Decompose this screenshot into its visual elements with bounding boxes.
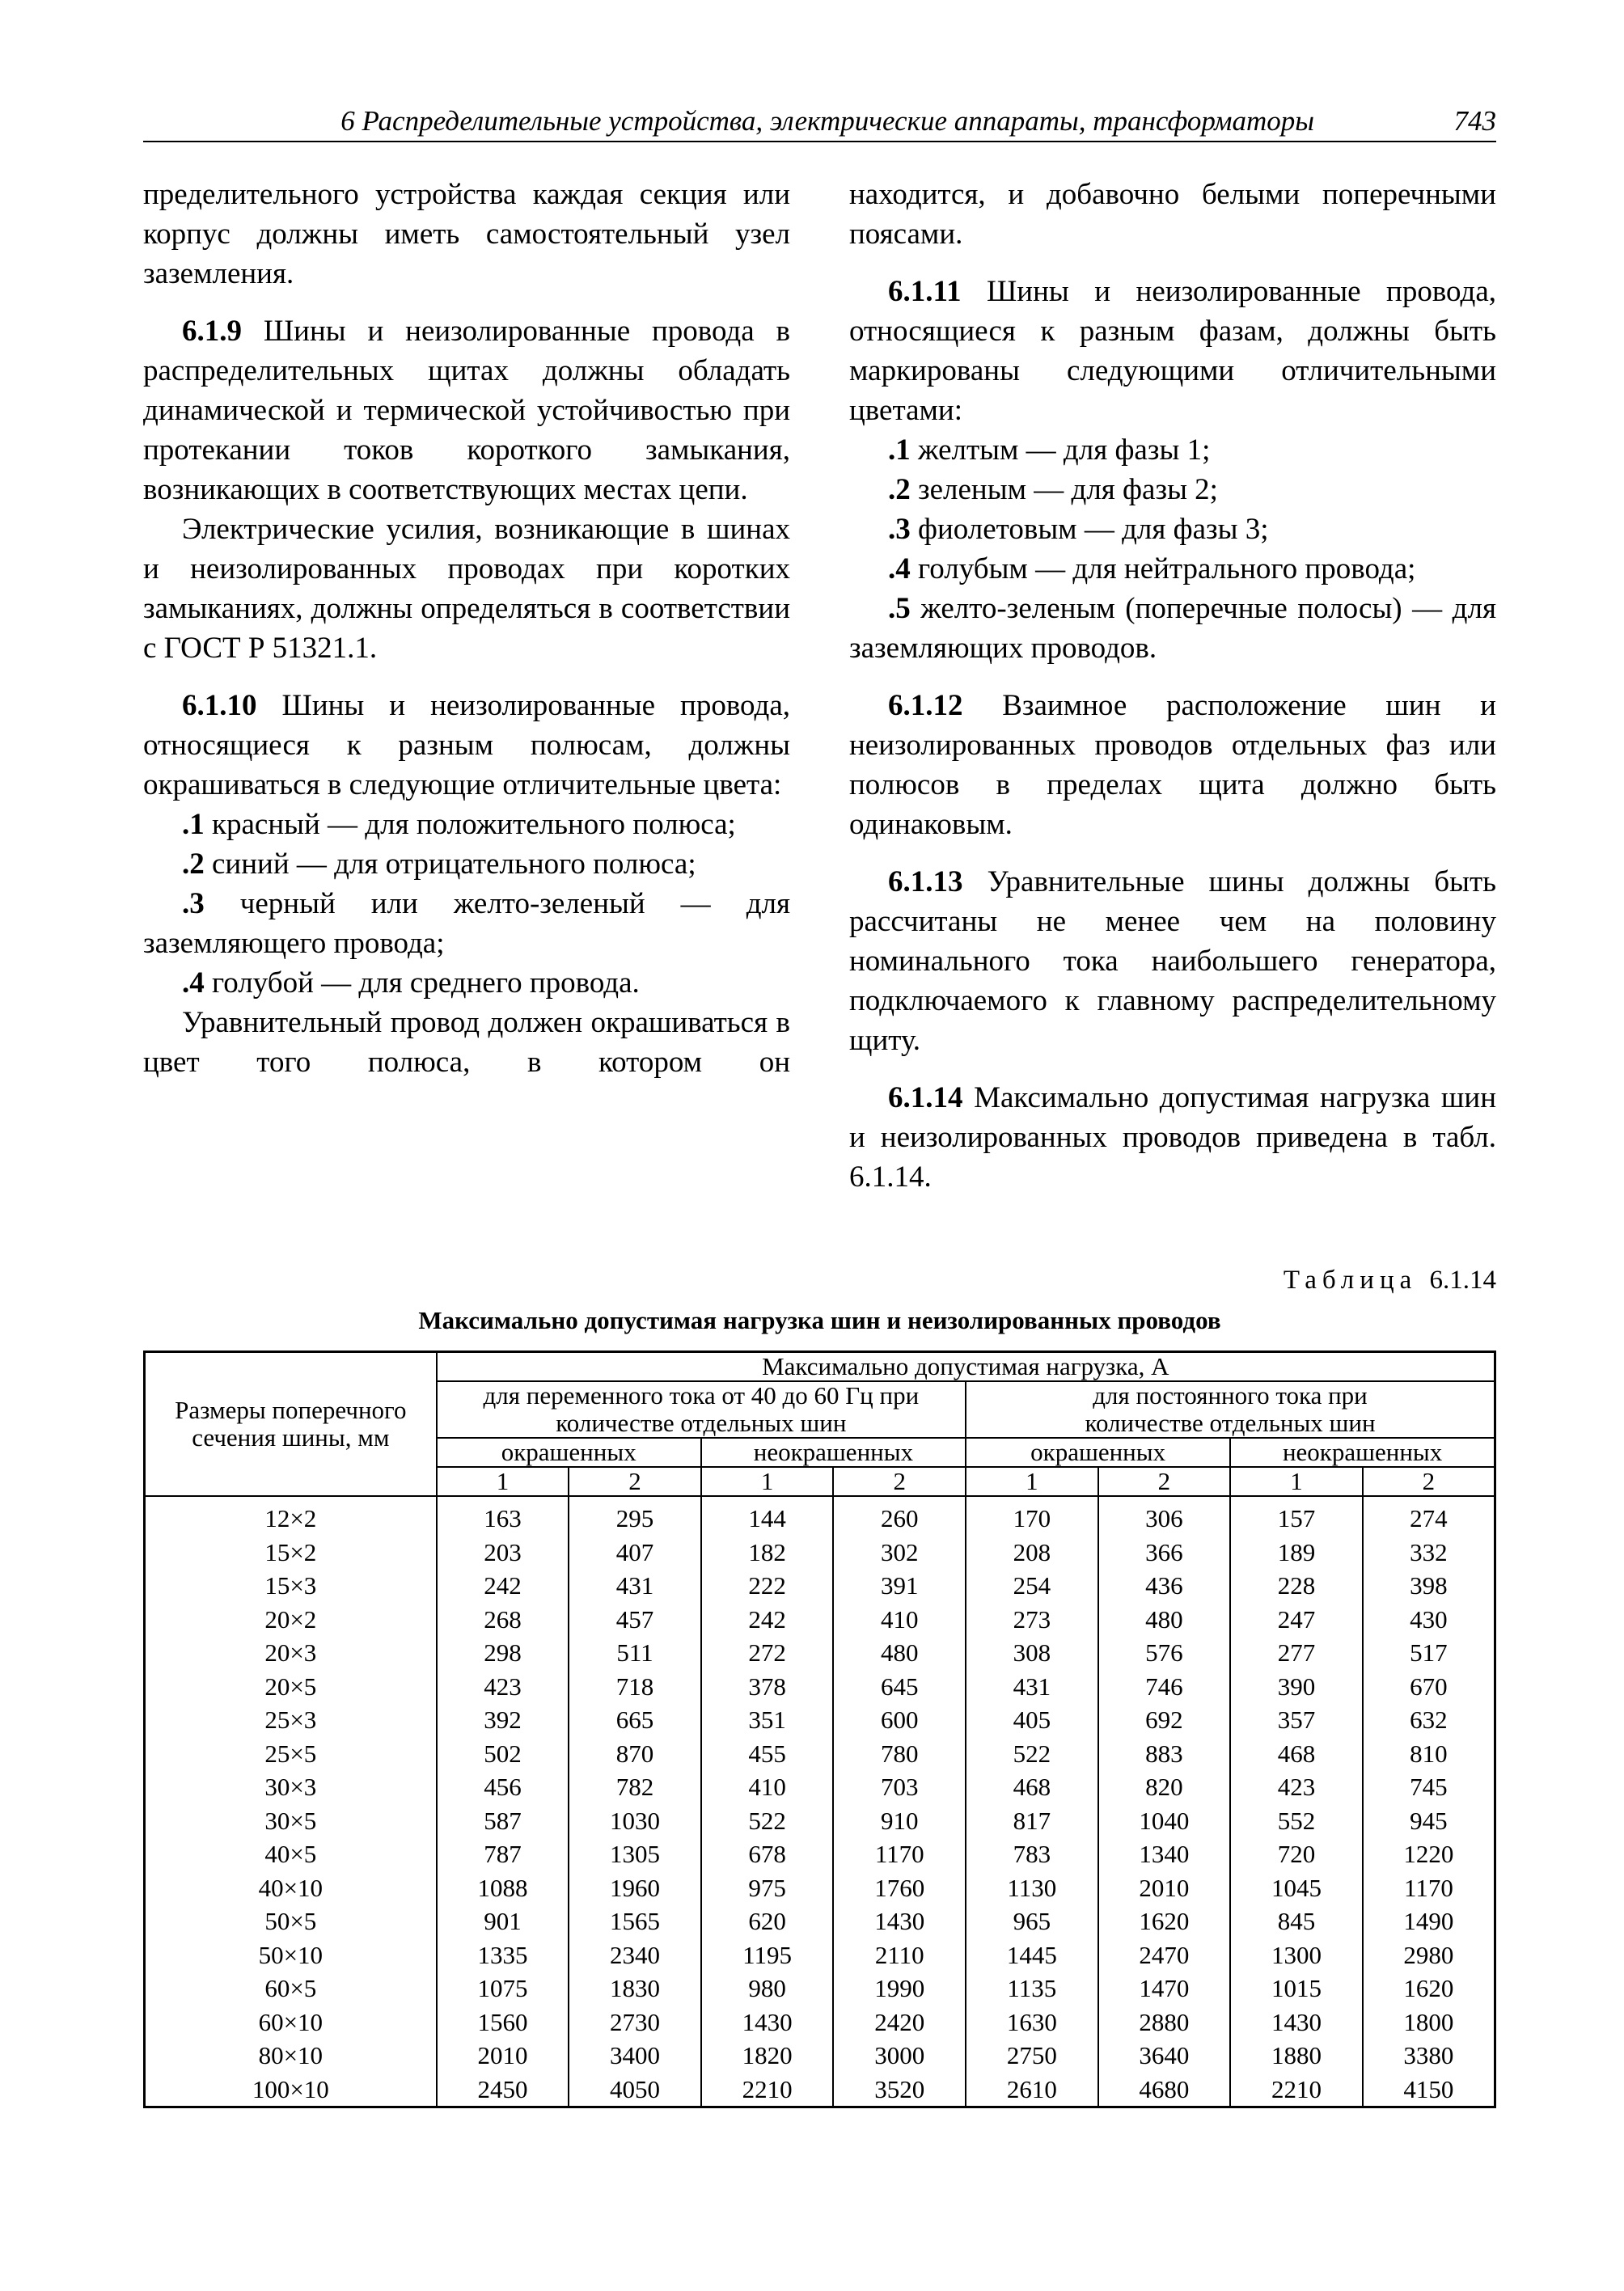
list-item [849, 589, 1496, 668]
cell-load: 357 [1230, 1703, 1363, 1737]
item-number: .1 [182, 808, 205, 841]
header-bus-count: 2 [1363, 1467, 1495, 1496]
header-ac: для переменного тока от 40 до 60 Гц при количестве отдельных шин [437, 1381, 966, 1438]
header-painted: окрашенных [437, 1438, 701, 1467]
cell-load: 170 [966, 1496, 1098, 1536]
header-bus-count: 2 [833, 1467, 966, 1496]
cell-load: 1760 [833, 1871, 966, 1905]
cell-size: 60×10 [145, 2006, 437, 2039]
cell-load: 1075 [437, 1972, 569, 2006]
cell-load: 1088 [437, 1871, 569, 1905]
cell-load: 1340 [1098, 1837, 1231, 1871]
cell-load: 1170 [833, 1837, 966, 1871]
cell-load: 1305 [569, 1837, 701, 1871]
cell-load: 468 [966, 1770, 1098, 1804]
cell-size: 80×10 [145, 2039, 437, 2073]
cell-load: 1045 [1230, 1871, 1363, 1905]
cell-load: 351 [701, 1703, 834, 1737]
cell-load: 576 [1098, 1636, 1231, 1670]
section-text: Максимально допустимая нагрузка шин и неизолированных проводов приведена в табл. 6.1.14. [849, 1081, 1496, 1194]
cell-size: 25×5 [145, 1737, 437, 1771]
section-6-1-11 [849, 272, 1496, 430]
cell-load: 2210 [701, 2073, 834, 2107]
cell-load: 1430 [833, 1904, 966, 1938]
cell-load: 522 [966, 1737, 1098, 1771]
item-number: .2 [182, 848, 205, 881]
header-painted: окрашенных [966, 1438, 1230, 1467]
list-item [849, 549, 1496, 589]
cell-load: 1830 [569, 1972, 701, 2006]
section-number: 6.1.13 [888, 865, 963, 898]
cell-size: 12×2 [145, 1496, 437, 1536]
cell-load: 222 [701, 1569, 834, 1603]
cell-size: 50×5 [145, 1904, 437, 1938]
cell-load: 2420 [833, 2006, 966, 2039]
cell-load: 1820 [701, 2039, 834, 2073]
header-max-load: Максимально допустимая нагрузка, А [437, 1352, 1495, 1382]
paragraph: Электрические усилия, возникающие в шинах и неизолированных проводах при коротких замыканиях, должны определяться в соответствии с ГОСТ Р 51321.1. [143, 513, 790, 665]
item-number: .5 [888, 592, 911, 625]
cell-load: 910 [833, 1804, 966, 1838]
cell-load: 1445 [966, 1938, 1098, 1972]
cell-load: 552 [1230, 1804, 1363, 1838]
cell-load: 2750 [966, 2039, 1098, 2073]
cell-load: 332 [1363, 1536, 1495, 1570]
item-text: фиолетовым — для фазы 3; [910, 513, 1269, 546]
cell-load: 306 [1098, 1496, 1231, 1536]
cell-load: 182 [701, 1536, 834, 1570]
section-6-1-10 [143, 686, 790, 805]
section-number: 6.1.14 [888, 1081, 963, 1114]
cell-load: 587 [437, 1804, 569, 1838]
cell-load: 2610 [966, 2073, 1098, 2107]
section-number: 6.1.9 [182, 315, 242, 348]
cell-load: 272 [701, 1636, 834, 1670]
cell-load: 975 [701, 1871, 834, 1905]
cell-size: 40×10 [145, 1871, 437, 1905]
cell-load: 302 [833, 1536, 966, 1570]
item-number: .1 [888, 433, 911, 467]
cell-load: 436 [1098, 1569, 1231, 1603]
paragraph: пределительного устройства каждая секция или корпус должны иметь самостоятельный узел заземления. [143, 178, 790, 290]
header-bus-count: 1 [701, 1467, 834, 1496]
cell-load: 1430 [701, 2006, 834, 2039]
table-row [145, 1871, 1495, 1905]
cell-load: 423 [1230, 1770, 1363, 1804]
cell-load: 1015 [1230, 1972, 1363, 2006]
left-column [143, 175, 790, 1082]
item-number: .3 [182, 887, 205, 920]
header-dc: для постоянного тока при количестве отдельных шин [966, 1381, 1495, 1438]
cell-load: 678 [701, 1837, 834, 1871]
cell-load: 883 [1098, 1737, 1231, 1771]
cell-load: 502 [437, 1737, 569, 1771]
table-row [145, 2039, 1495, 2073]
table-row [145, 1938, 1495, 1972]
caption-word: Таблица [1283, 1266, 1418, 1295]
cell-load: 670 [1363, 1670, 1495, 1704]
cell-load: 273 [966, 1603, 1098, 1637]
cell-load: 268 [437, 1603, 569, 1637]
header-unpainted: неокрашенных [1230, 1438, 1495, 1467]
cell-load: 782 [569, 1770, 701, 1804]
cell-load: 391 [833, 1569, 966, 1603]
right-column [849, 175, 1496, 1197]
cell-load: 1170 [1363, 1871, 1495, 1905]
table-row [145, 1770, 1495, 1804]
table-row [145, 1804, 1495, 1838]
cell-size: 50×10 [145, 1938, 437, 1972]
section-6-1-12 [849, 686, 1496, 844]
cell-load: 298 [437, 1636, 569, 1670]
item-number: .3 [888, 513, 911, 546]
cell-load: 1620 [1363, 1972, 1495, 2006]
cell-load: 254 [966, 1569, 1098, 1603]
cell-load: 820 [1098, 1770, 1231, 1804]
cell-load: 228 [1230, 1569, 1363, 1603]
table-body [145, 1496, 1495, 2107]
cell-load: 431 [569, 1569, 701, 1603]
cell-load: 2730 [569, 2006, 701, 2039]
cell-load: 1960 [569, 1871, 701, 1905]
cell-load: 2010 [437, 2039, 569, 2073]
cell-load: 260 [833, 1496, 966, 1536]
cell-load: 242 [437, 1569, 569, 1603]
cell-load: 783 [966, 1837, 1098, 1871]
cell-load: 308 [966, 1636, 1098, 1670]
section-6-1-13 [849, 862, 1496, 1060]
cell-load: 2210 [1230, 2073, 1363, 2107]
cell-load: 1560 [437, 2006, 569, 2039]
table-row [145, 1670, 1495, 1704]
cell-load: 692 [1098, 1703, 1231, 1737]
cell-size: 30×3 [145, 1770, 437, 1804]
cell-load: 1195 [701, 1938, 834, 1972]
header-bus-count: 2 [1098, 1467, 1231, 1496]
cell-load: 456 [437, 1770, 569, 1804]
page-number: 743 [1453, 105, 1496, 137]
cell-load: 780 [833, 1737, 966, 1771]
cell-load: 965 [966, 1904, 1098, 1938]
cell-load: 378 [701, 1670, 834, 1704]
cell-load: 208 [966, 1536, 1098, 1570]
cell-load: 2110 [833, 1938, 966, 1972]
section-number: 6.1.11 [888, 275, 962, 308]
cell-load: 2880 [1098, 2006, 1231, 2039]
table-row [145, 1703, 1495, 1737]
cell-load: 242 [701, 1603, 834, 1637]
cell-load: 3000 [833, 2039, 966, 2073]
cell-size: 20×2 [145, 1603, 437, 1637]
header-bus-count: 2 [569, 1467, 701, 1496]
cell-load: 366 [1098, 1536, 1231, 1570]
cell-load: 845 [1230, 1904, 1363, 1938]
section-text: Уравнительные шины должны быть рассчитаны не менее чем на половину номинального тока наибольшего генератора, подключаемого к главному распределительному щиту. [849, 865, 1496, 1057]
table-row [145, 1569, 1495, 1603]
cell-load: 2450 [437, 2073, 569, 2107]
table-title: Максимально допустимая нагрузка шин и неизолированных проводов [418, 1306, 1221, 1334]
item-text: желто-зеленым (поперечные полосы) — для заземляющих проводов. [849, 592, 1496, 665]
cell-load: 189 [1230, 1536, 1363, 1570]
cell-load: 517 [1363, 1636, 1495, 1670]
caption-number: 6.1.14 [1429, 1266, 1496, 1295]
cell-load: 645 [833, 1670, 966, 1704]
section-number: 6.1.10 [182, 689, 257, 722]
cell-load: 945 [1363, 1804, 1495, 1838]
item-text: синий — для отрицательного полюса; [204, 848, 696, 881]
header-bus-count: 1 [1230, 1467, 1363, 1496]
table-row [145, 2006, 1495, 2039]
cell-size: 20×3 [145, 1636, 437, 1670]
list-item [143, 884, 790, 963]
cell-load: 2010 [1098, 1871, 1231, 1905]
cell-load: 620 [701, 1904, 834, 1938]
table-row [145, 1837, 1495, 1871]
cell-load: 2340 [569, 1938, 701, 1972]
cell-load: 1565 [569, 1904, 701, 1938]
table-row [145, 1737, 1495, 1771]
cell-load: 600 [833, 1703, 966, 1737]
cell-load: 398 [1363, 1569, 1495, 1603]
cell-load: 1135 [966, 1972, 1098, 2006]
cell-load: 511 [569, 1636, 701, 1670]
cell-size: 40×5 [145, 1837, 437, 1871]
section-6-1-9 [143, 311, 790, 509]
cell-load: 4150 [1363, 2073, 1495, 2107]
list-item [849, 509, 1496, 549]
table-row [145, 1536, 1495, 1570]
section-6-1-14 [849, 1078, 1496, 1197]
cell-load: 817 [966, 1804, 1098, 1838]
item-number: .4 [888, 552, 911, 585]
paragraph: Уравнительный провод должен окрашиваться в цвет того полюса, в котором он [143, 1006, 790, 1079]
cell-load: 144 [701, 1496, 834, 1536]
section-number: 6.1.12 [888, 689, 963, 722]
cell-load: 2470 [1098, 1938, 1231, 1972]
chapter-title: 6 Распределительные устройства, электрические аппараты, трансформаторы [340, 105, 1314, 137]
cell-load: 423 [437, 1670, 569, 1704]
cell-load: 247 [1230, 1603, 1363, 1637]
cell-load: 3520 [833, 2073, 966, 2107]
item-text: черный или желто-зеленый — для заземляющего провода; [143, 887, 790, 960]
item-text: желтым — для фазы 1; [910, 433, 1211, 467]
cell-load: 295 [569, 1496, 701, 1536]
cell-size: 25×3 [145, 1703, 437, 1737]
cell-load: 1630 [966, 2006, 1098, 2039]
table-row [145, 1496, 1495, 1536]
cell-load: 163 [437, 1496, 569, 1536]
cell-load: 718 [569, 1670, 701, 1704]
cell-load: 1335 [437, 1938, 569, 1972]
header-bus-count: 1 [437, 1467, 569, 1496]
cell-load: 2980 [1363, 1938, 1495, 1972]
cell-load: 277 [1230, 1636, 1363, 1670]
cell-load: 405 [966, 1703, 1098, 1737]
list-item [849, 470, 1496, 509]
item-text: голубой — для среднего провода. [204, 966, 640, 1000]
cell-size: 30×5 [145, 1804, 437, 1838]
list-item [849, 430, 1496, 470]
load-table [143, 1351, 1496, 2108]
cell-load: 901 [437, 1904, 569, 1938]
cell-load: 1040 [1098, 1804, 1231, 1838]
cell-load: 392 [437, 1703, 569, 1737]
cell-load: 1470 [1098, 1972, 1231, 2006]
cell-load: 980 [701, 1972, 834, 2006]
cell-load: 157 [1230, 1496, 1363, 1536]
cell-load: 522 [701, 1804, 834, 1838]
section-text: Шины и неизолированные провода, относящиеся к разным фазам, должны быть маркированы следующими отличительными цветами: [849, 275, 1496, 427]
table-row [145, 2073, 1495, 2107]
cell-load: 632 [1363, 1703, 1495, 1737]
item-text: зеленым — для фазы 2; [910, 473, 1218, 506]
cell-size: 15×2 [145, 1536, 437, 1570]
table-row [145, 1904, 1495, 1938]
cell-load: 3640 [1098, 2039, 1231, 2073]
list-item [143, 844, 790, 884]
cell-load: 1620 [1098, 1904, 1231, 1938]
cell-load: 1430 [1230, 2006, 1363, 2039]
header-unpainted: неокрашенных [701, 1438, 966, 1467]
cell-load: 455 [701, 1737, 834, 1771]
cell-load: 665 [569, 1703, 701, 1737]
item-number: .2 [888, 473, 911, 506]
cell-load: 430 [1363, 1603, 1495, 1637]
cell-load: 1300 [1230, 1938, 1363, 1972]
item-text: голубым — для нейтрального провода; [910, 552, 1416, 585]
cell-load: 703 [833, 1770, 966, 1804]
cell-load: 1880 [1230, 2039, 1363, 2073]
cell-size: 15×3 [145, 1569, 437, 1603]
cell-load: 457 [569, 1603, 701, 1637]
cell-load: 203 [437, 1536, 569, 1570]
cell-size: 20×5 [145, 1670, 437, 1704]
table-caption [1284, 1266, 1496, 1296]
cell-size: 100×10 [145, 2073, 437, 2107]
cell-load: 407 [569, 1536, 701, 1570]
cell-load: 431 [966, 1670, 1098, 1704]
table-row [145, 1636, 1495, 1670]
cell-load: 1800 [1363, 2006, 1495, 2039]
cell-load: 810 [1363, 1737, 1495, 1771]
list-item [143, 805, 790, 844]
item-number: .4 [182, 966, 205, 1000]
cell-load: 720 [1230, 1837, 1363, 1871]
cell-load: 3400 [569, 2039, 701, 2073]
cell-load: 274 [1363, 1496, 1495, 1536]
section-text: Шины и неизолированные провода в распределительных щитах должны обладать динамической и термической устойчивостью при протекании токов короткого замыкания, возникающих в соответствующих местах цепи. [143, 315, 790, 506]
header-bus-count: 1 [966, 1467, 1098, 1496]
cell-load: 787 [437, 1837, 569, 1871]
cell-load: 745 [1363, 1770, 1495, 1804]
cell-load: 480 [833, 1636, 966, 1670]
cell-size: 60×5 [145, 1972, 437, 2006]
cell-load: 3380 [1363, 2039, 1495, 2073]
cell-load: 4050 [569, 2073, 701, 2107]
cell-load: 4680 [1098, 2073, 1231, 2107]
cell-load: 1130 [966, 1871, 1098, 1905]
cell-load: 1990 [833, 1972, 966, 2006]
running-header [143, 105, 1496, 142]
section-text: Взаимное расположение шин и неизолированных проводов отдельных фаз или полюсов в пределах щита должно быть одинаковым. [849, 689, 1496, 841]
cell-load: 390 [1230, 1670, 1363, 1704]
table-row [145, 1603, 1495, 1637]
table-row [145, 1972, 1495, 2006]
cell-load: 1220 [1363, 1837, 1495, 1871]
item-text: красный — для положительного полюса; [204, 808, 736, 841]
cell-load: 1030 [569, 1804, 701, 1838]
cell-load: 468 [1230, 1737, 1363, 1771]
list-item [143, 963, 790, 1003]
cell-load: 410 [701, 1770, 834, 1804]
cell-load: 1490 [1363, 1904, 1495, 1938]
header-size: Размеры поперечного сечения шины, мм [145, 1352, 437, 1497]
cell-load: 746 [1098, 1670, 1231, 1704]
cell-load: 870 [569, 1737, 701, 1771]
paragraph: находится, и добавочно белыми поперечными поясами. [849, 178, 1496, 251]
section-text: Шины и неизолированные провода, относящиеся к разным полюсам, должны окрашиваться в следующие отличительные цвета: [143, 689, 790, 801]
cell-load: 480 [1098, 1603, 1231, 1637]
cell-load: 410 [833, 1603, 966, 1637]
